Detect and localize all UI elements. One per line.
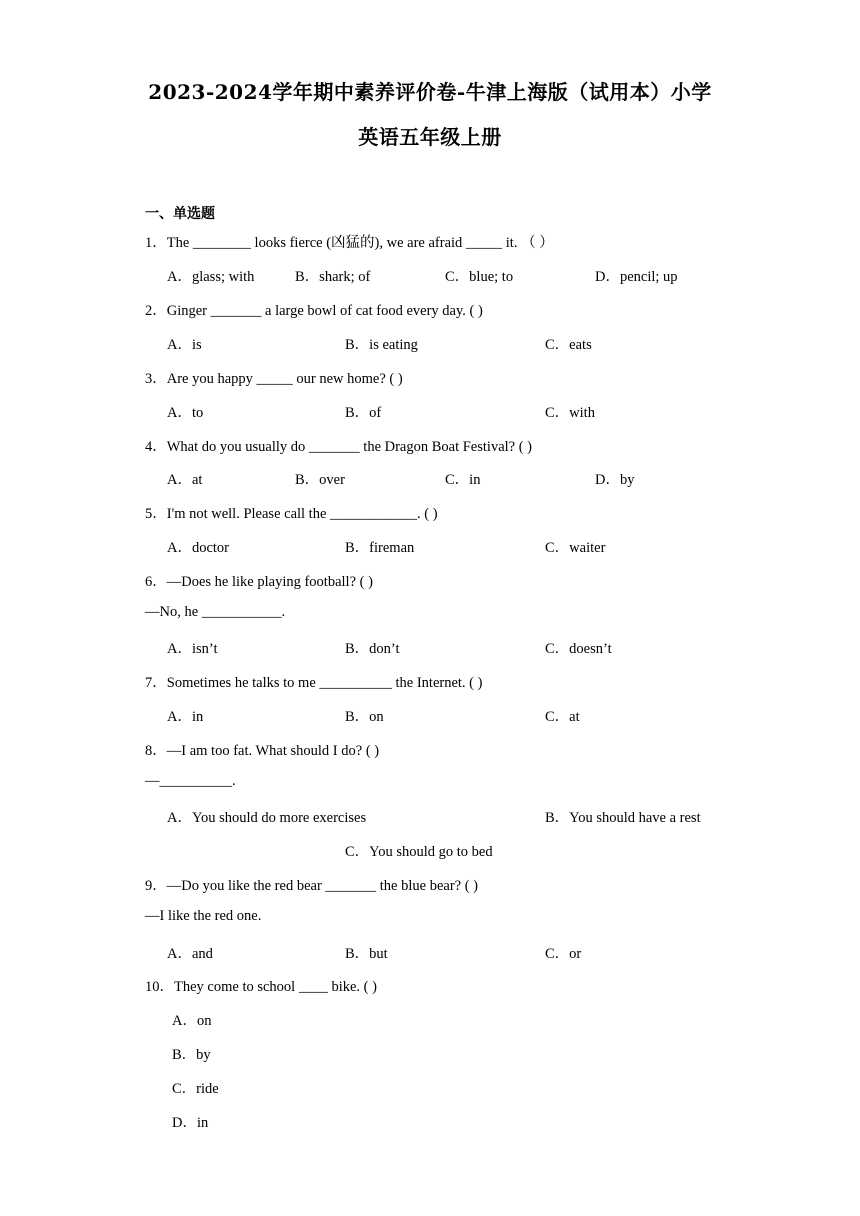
q4-option-b[interactable]: B．over	[295, 472, 345, 488]
q6-option-a[interactable]: A．isn’t	[167, 641, 218, 657]
q6-reply: —No, he ___________.	[145, 604, 286, 620]
q10-option-c[interactable]: C．ride	[172, 1081, 219, 1097]
q3-option-c[interactable]: C．with	[545, 405, 595, 421]
q8-option-c[interactable]: C．You should go to bed	[345, 844, 493, 860]
q9-option-a[interactable]: A．and	[167, 946, 213, 962]
q7-option-a[interactable]: A．in	[167, 709, 204, 725]
q9-reply: —I like the red one.	[145, 908, 262, 924]
exam-title-line-1: 2023-2024学年期中素养评价卷-牛津上海版（试用本）小学	[148, 80, 712, 104]
q5-option-c[interactable]: C．waiter	[545, 540, 606, 556]
question-3: 3．Are you happy _____ our new home? ( )	[145, 371, 403, 387]
q7-option-b[interactable]: B．on	[345, 709, 384, 725]
q8-option-b[interactable]: B．You should have a rest	[545, 810, 701, 826]
q4-option-c[interactable]: C．in	[445, 472, 481, 488]
section-heading: 一、单选题	[145, 206, 215, 222]
q8-reply: —__________.	[145, 773, 236, 789]
exam-title-line-2: 英语五年级上册	[358, 125, 502, 149]
q2-option-a[interactable]: A．is	[167, 337, 202, 353]
q9-option-b[interactable]: B．but	[345, 946, 388, 962]
q10-option-d[interactable]: D．in	[172, 1115, 209, 1131]
question-5: 5．I'm not well. Please call the ____________. ( )	[145, 506, 438, 522]
q5-option-b[interactable]: B．fireman	[345, 540, 415, 556]
question-9: 9．—Do you like the red bear _______ the blue bear? ( )	[145, 878, 478, 894]
q3-option-a[interactable]: A．to	[167, 405, 204, 421]
q4-option-a[interactable]: A．at	[167, 472, 203, 488]
q5-option-a[interactable]: A．doctor	[167, 540, 230, 556]
q1-option-c[interactable]: C．blue; to	[445, 269, 514, 285]
question-10: 10．They come to school ____ bike. ( )	[145, 979, 377, 995]
q4-option-d[interactable]: D．by	[595, 472, 635, 488]
q3-option-b[interactable]: B．of	[345, 405, 382, 421]
question-7: 7．Sometimes he talks to me __________ the Internet. ( )	[145, 675, 483, 691]
q10-option-a[interactable]: A．on	[172, 1013, 212, 1029]
question-8: 8．—I am too fat. What should I do? ( )	[145, 743, 380, 759]
q9-option-c[interactable]: C．or	[545, 946, 582, 962]
q7-option-c[interactable]: C．at	[545, 709, 580, 725]
question-2: 2．Ginger _______ a large bowl of cat food every day. ( )	[145, 303, 483, 319]
question-4: 4．What do you usually do _______ the Dragon Boat Festival? ( )	[145, 439, 533, 455]
q6-option-c[interactable]: C．doesn’t	[545, 641, 612, 657]
q1-option-b[interactable]: B．shark; of	[295, 269, 371, 285]
q2-option-b[interactable]: B．is eating	[345, 337, 418, 353]
q8-option-a[interactable]: A．You should do more exercises	[167, 810, 367, 826]
q1-option-a[interactable]: A．glass; with	[167, 269, 255, 285]
q2-option-c[interactable]: C．eats	[545, 337, 592, 353]
q1-option-d[interactable]: D．pencil; up	[595, 269, 678, 285]
question-6: 6．—Does he like playing football? ( )	[145, 574, 373, 590]
question-1: 1．The ________ looks fierce (凶猛的), we are afraid _____ it. （ ）	[145, 235, 554, 251]
q6-option-b[interactable]: B．don’t	[345, 641, 400, 657]
q10-option-b[interactable]: B．by	[172, 1047, 211, 1063]
